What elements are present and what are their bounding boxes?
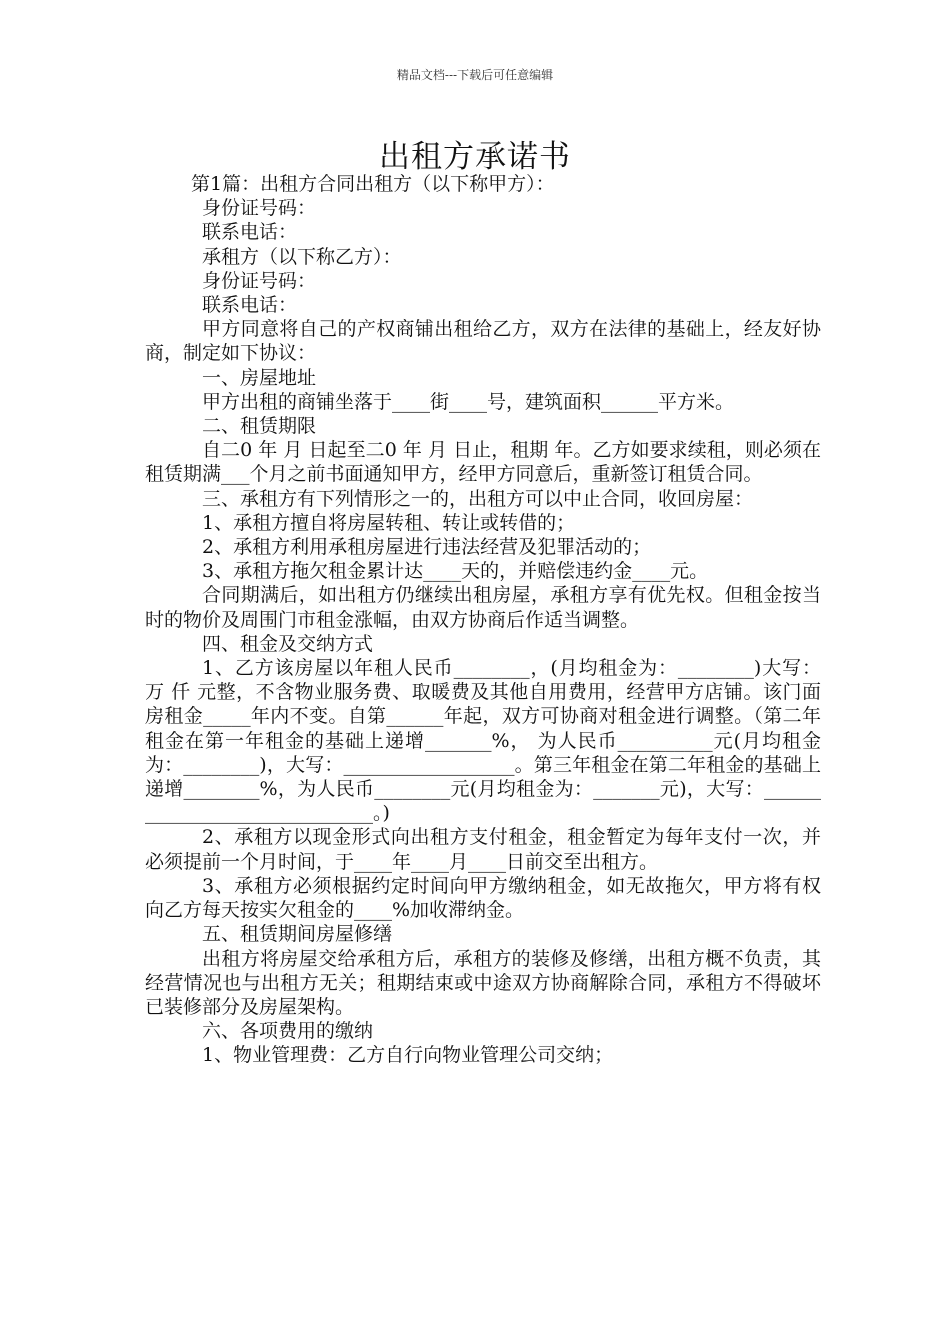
paragraph: 四、租金及交纳方式: [202, 632, 374, 655]
paragraph: 身份证号码：: [202, 269, 317, 292]
paragraph: 甲方同意将自己的产权商铺出租给乙方，双方在法律的基础上，经友好协商，制定如下协议：: [145, 318, 821, 365]
paragraph: 1、物业管理费：乙方自行向物业管理公司交纳；: [202, 1044, 614, 1067]
document-title: 出租方承诺书: [379, 139, 571, 175]
paragraph: 2、承租方以现金形式向出租方支付租金，租金暂定为每年支付一次，并必须提前一个月时间，于____年____月____日前交至出租方。: [145, 826, 821, 873]
paragraph: 五、租赁期间房屋修缮: [202, 923, 393, 946]
paragraph: 出租方将房屋交给承租方后，承租方的装修及修缮，出租方概不负责，其经营情况也与出租方无关；租期结束或中途双方协商解除合同，承租方不得破坏已装修部分及房屋架构。: [145, 947, 821, 1018]
paragraph: 自二0 年 月 日起至二0 年 月 日止，租期 年。乙方如要求续租，则必须在租赁期满___个月之前书面通知甲方，经甲方同意后，重新签订租赁合同。: [145, 439, 821, 486]
paragraph: 甲方出租的商铺坐落于____街____号，建筑面积______平方米。: [202, 390, 735, 413]
page-header: 精品文档---下载后可任意编辑: [396, 68, 554, 82]
paragraph: 承租方（以下称乙方）：: [202, 245, 402, 268]
paragraph: 3、承租方拖欠租金累计达____天的，并赔偿违约金____元。: [202, 560, 709, 583]
paragraph: 合同期满后，如出租方仍继续出租房屋，承租方享有优先权。但租金按当时的物价及周围门市租金涨幅，由双方协商后作适当调整。: [145, 584, 821, 631]
paragraph: 1、承租方擅自将房屋转租、转让或转借的；: [202, 511, 576, 534]
paragraph: 联系电话：: [202, 221, 298, 244]
paragraph: 第1篇：出租方合同出租方（以下称甲方）：: [191, 173, 555, 195]
paragraph: 联系电话：: [202, 294, 298, 317]
paragraph: 身份证号码：: [202, 197, 317, 220]
paragraph: 六、各项费用的缴纳: [202, 1020, 374, 1043]
paragraph: 1、乙方该房屋以年租人民币________，(月均租金为：________)大写： 万 仟 元整，不含物业服务费、取暖费及其他自用费用，经营甲方店铺。该门面房租金_____年内不变。自第______年起，双方可协商对租金进行调整。（第二年租金在第一年租金的基础上递增_______%， 为人民币__________元(月均租金为：________)，大写：__________________。第三年租金在第二年租金的基础上递增________%，为人民币________元(月均租金为：_______元)，大写：______________________________。): [145, 657, 821, 825]
document-body: [145, 172, 821, 1068]
paragraph: 二、租赁期限: [202, 415, 317, 438]
paragraph: 三、承租方有下列情形之一的，出租方可以中止合同，收回房屋：: [202, 487, 754, 510]
paragraph: 3、承租方必须根据约定时间向甲方缴纳租金，如无故拖欠，甲方将有权向乙方每天按实欠租金的____%加收滞纳金。: [145, 874, 821, 922]
paragraph: 2、承租方利用承租房屋进行违法经营及犯罪活动的；: [202, 536, 652, 559]
paragraph: 一、房屋地址: [202, 366, 317, 389]
